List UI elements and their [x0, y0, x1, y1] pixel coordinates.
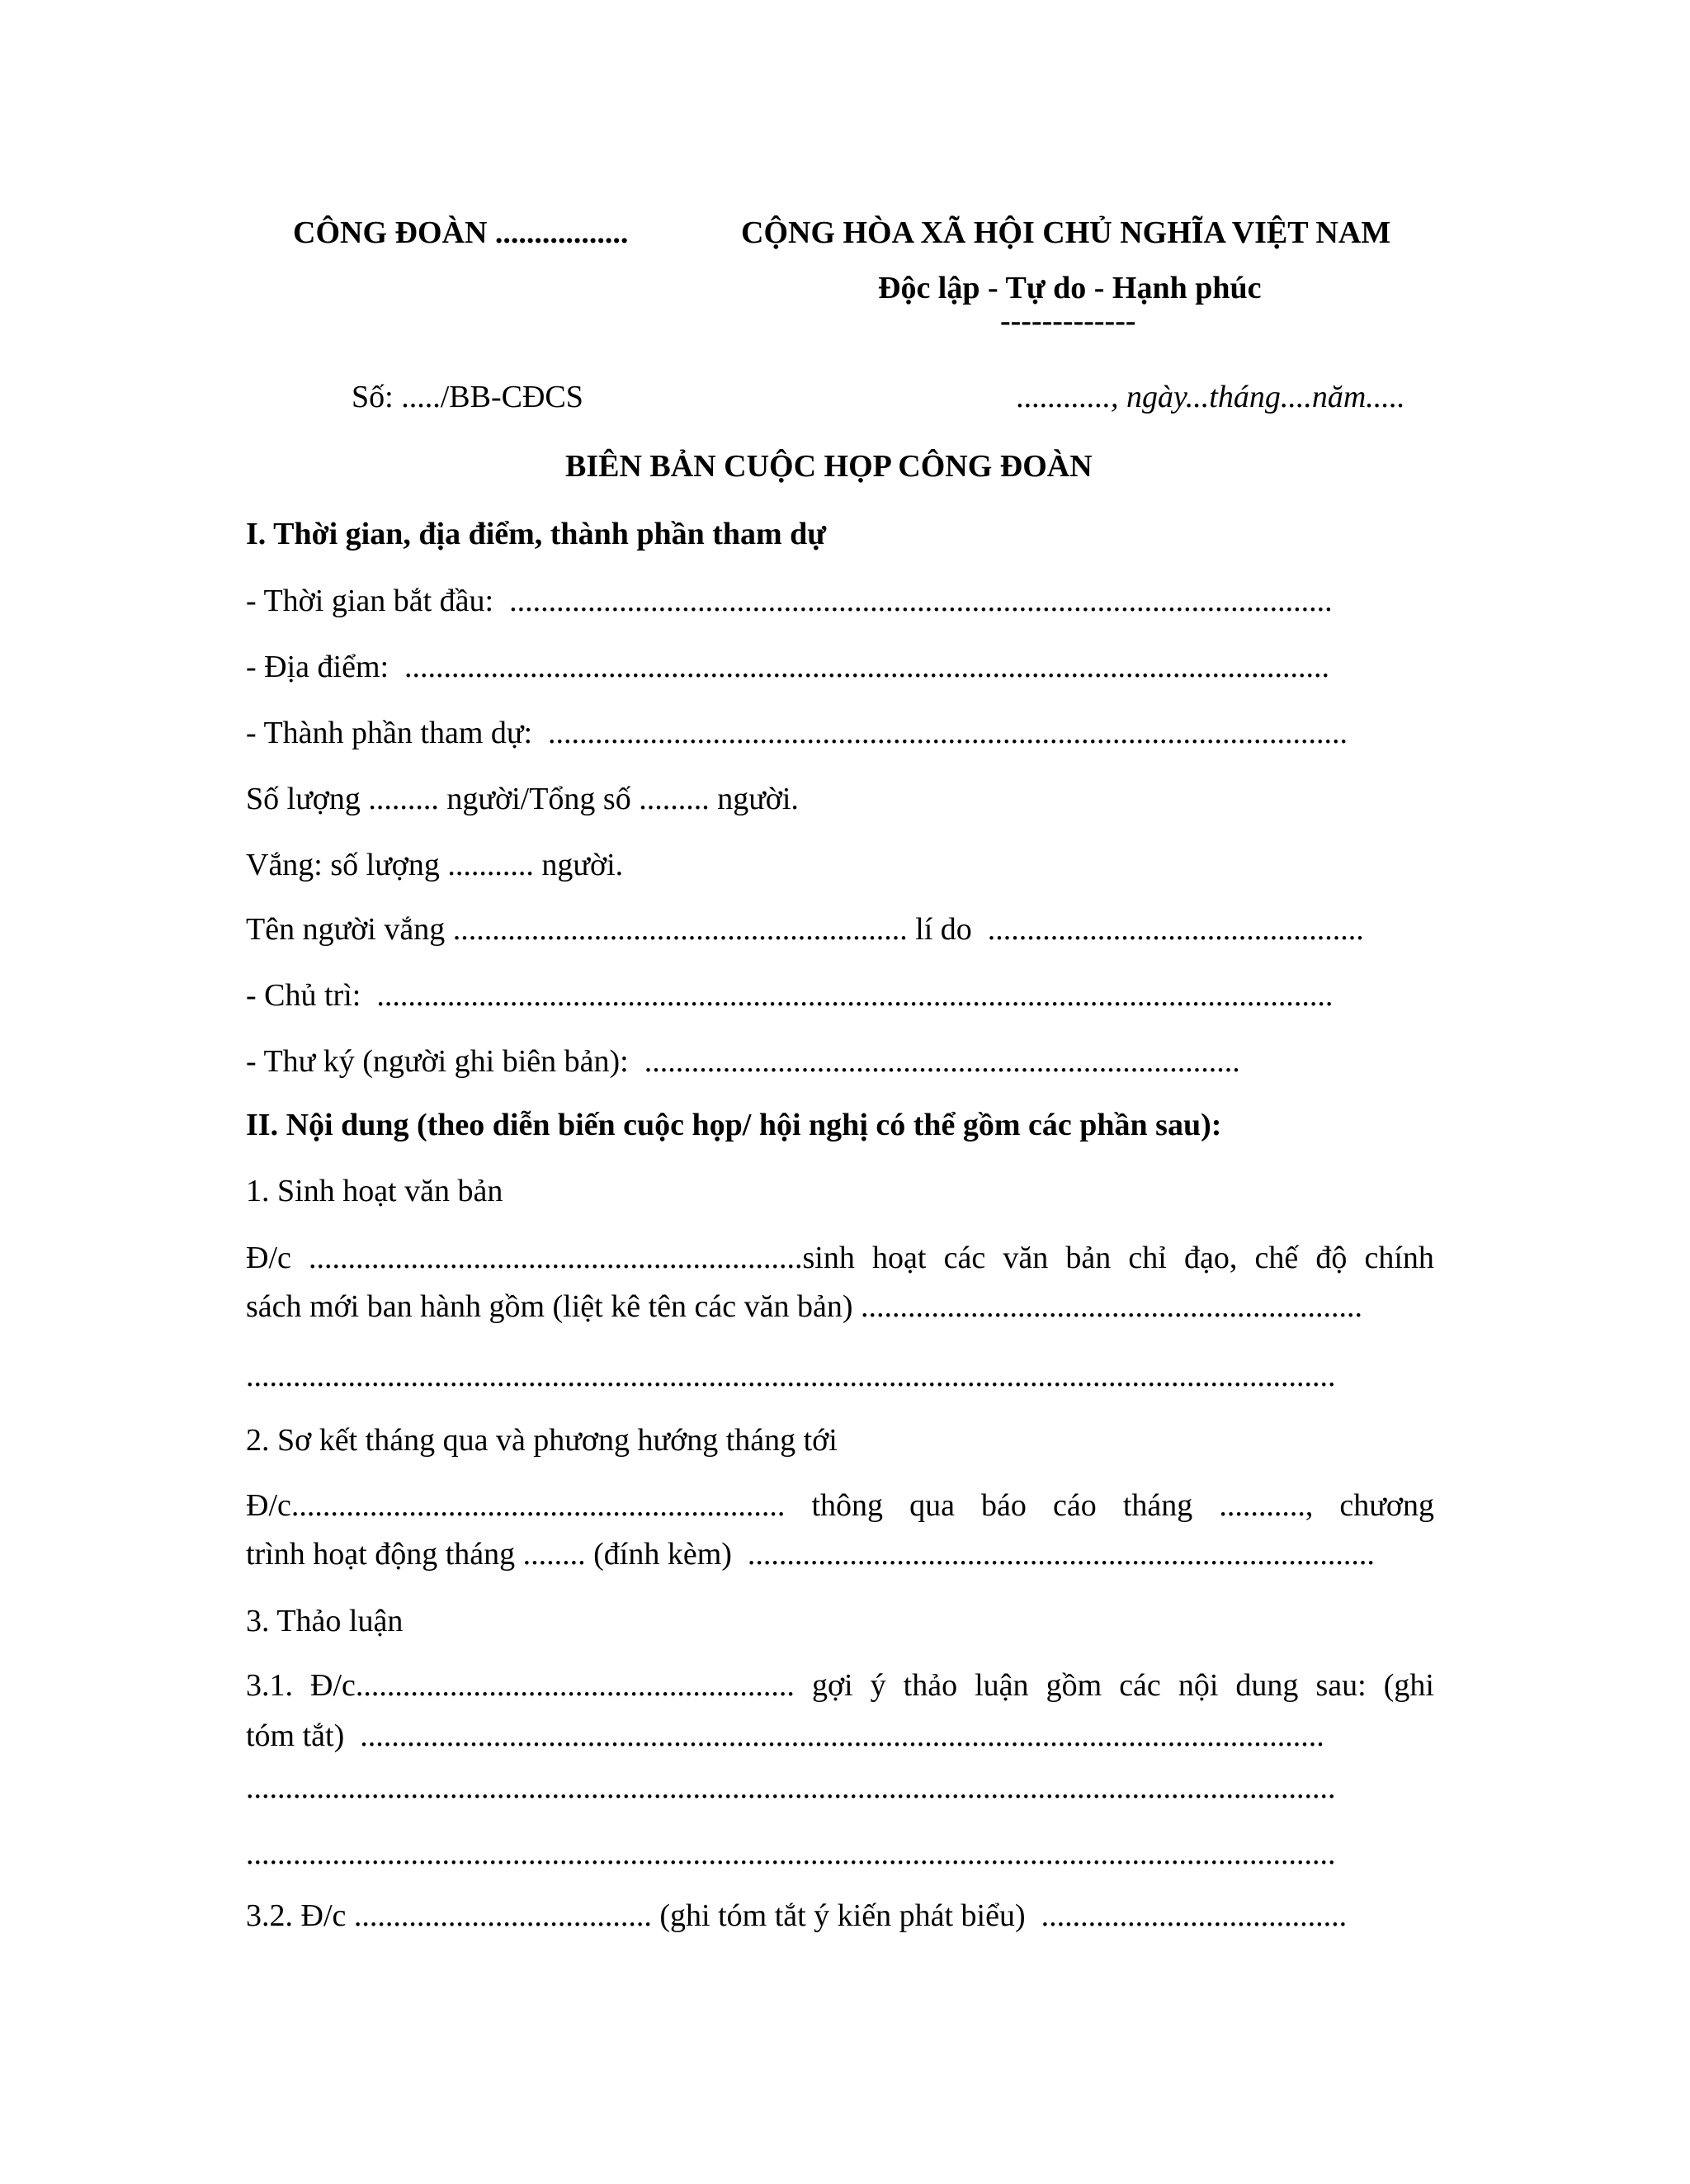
section-2-heading: II. Nội dung (theo diễn biến cuộc họp/ hội nghị có thể gồm các phần sau): [246, 1108, 1222, 1142]
item-2-title: 2. Sơ kết tháng qua và phương hướng tháng tới [246, 1423, 838, 1458]
word: chỉ [1128, 1241, 1167, 1275]
word: luận [975, 1668, 1029, 1703]
start-time-line: - Thời gian bắt đầu: ......................................................................................................... [246, 584, 1333, 618]
word: chế [1254, 1241, 1299, 1275]
word: ...............................................................sinh [309, 1241, 855, 1275]
item-1-line-1 [246, 1238, 1434, 1278]
word: thảo [903, 1668, 958, 1703]
word: ..........., [1219, 1488, 1314, 1523]
word: đạo, [1183, 1241, 1238, 1275]
item-1-title: 1. Sinh hoạt văn bản [246, 1174, 503, 1208]
place-date: ............, ngày...tháng....năm..... [1017, 380, 1405, 414]
word: chính [1364, 1241, 1434, 1275]
word: ý [870, 1668, 886, 1703]
chair-line: - Chủ trì: .......................................................................................................................... [246, 978, 1334, 1013]
word: thông [811, 1488, 884, 1523]
word: độ [1315, 1241, 1348, 1275]
word: các [943, 1241, 986, 1275]
word: dung [1235, 1668, 1299, 1703]
document-number: Số: ...../BB-CĐCS [352, 380, 583, 414]
item-3-1-line-3: ........................................................................................................................................... [246, 1770, 1336, 1805]
absent-count-line: Vắng: số lượng ........... người. [246, 848, 624, 882]
word: nội [1178, 1668, 1219, 1703]
word: chương [1339, 1488, 1434, 1523]
word: tháng [1122, 1488, 1193, 1523]
participants-line: - Thành phần tham dự: ...................................................................................................... [246, 716, 1348, 750]
item-3-1-line-2: tóm tắt) ........................................................................................................................... [246, 1718, 1324, 1753]
word: (ghi [1383, 1668, 1434, 1703]
item-3-2-line-1: 3.2. Đ/c ...................................... (ghi tóm tắt ý kiến phát biểu) ....................................... [246, 1898, 1348, 1933]
word: hoạt [872, 1241, 927, 1275]
motto-divider: ------------- [1000, 304, 1136, 338]
word: cáo [1053, 1488, 1097, 1523]
attendance-count-line: Số lượng ......... người/Tổng số ......... người. [246, 782, 799, 816]
word: các [1119, 1668, 1161, 1703]
word: 3.1. [246, 1668, 293, 1703]
word: Đ/c........................................................ [310, 1668, 795, 1703]
item-2-line-1 [246, 1486, 1434, 1525]
item-3-1-line-4: ........................................................................................................................................... [246, 1837, 1336, 1871]
word: báo [981, 1488, 1027, 1523]
item-3-1-line-1 [246, 1666, 1434, 1705]
word: gồm [1046, 1668, 1102, 1703]
absent-name-line: Tên người vắng .......................................................... lí do ................................................ [246, 912, 1364, 947]
word: qua [909, 1488, 955, 1523]
word: sau: [1315, 1668, 1367, 1703]
word: văn [1003, 1241, 1049, 1275]
motto: Độc lập - Tự do - Hạnh phúc [878, 271, 1262, 305]
item-2-line-2: trình hoạt động tháng ........ (đính kèm) ................................................................................ [246, 1537, 1375, 1572]
union-name: CÔNG ĐOÀN ................. [293, 215, 629, 250]
section-1-heading: I. Thời gian, địa điểm, thành phần tham dự [246, 517, 827, 551]
word: gợi [811, 1668, 853, 1703]
nation-title: CỘNG HÒA XÃ HỘI CHỦ NGHĨA VIỆT NAM [741, 215, 1391, 250]
item-1-line-2: sách mới ban hành gồm (liệt kê tên các văn bản) ................................................................ [246, 1289, 1362, 1324]
word: Đ/c [246, 1241, 291, 1275]
item-3-title: 3. Thảo luận [246, 1604, 404, 1638]
document-title: BIÊN BẢN CUỘC HỌP CÔNG ĐOÀN [565, 449, 1093, 484]
word: Đ/c............................................................... [246, 1488, 786, 1523]
item-1-line-3: ........................................................................................................................................... [246, 1359, 1336, 1393]
word: bản [1065, 1241, 1112, 1275]
location-line: - Địa điểm: ...................................................................................................................... [246, 650, 1330, 684]
secretary-line: - Thư ký (người ghi biên bản): ............................................................................ [246, 1044, 1240, 1079]
